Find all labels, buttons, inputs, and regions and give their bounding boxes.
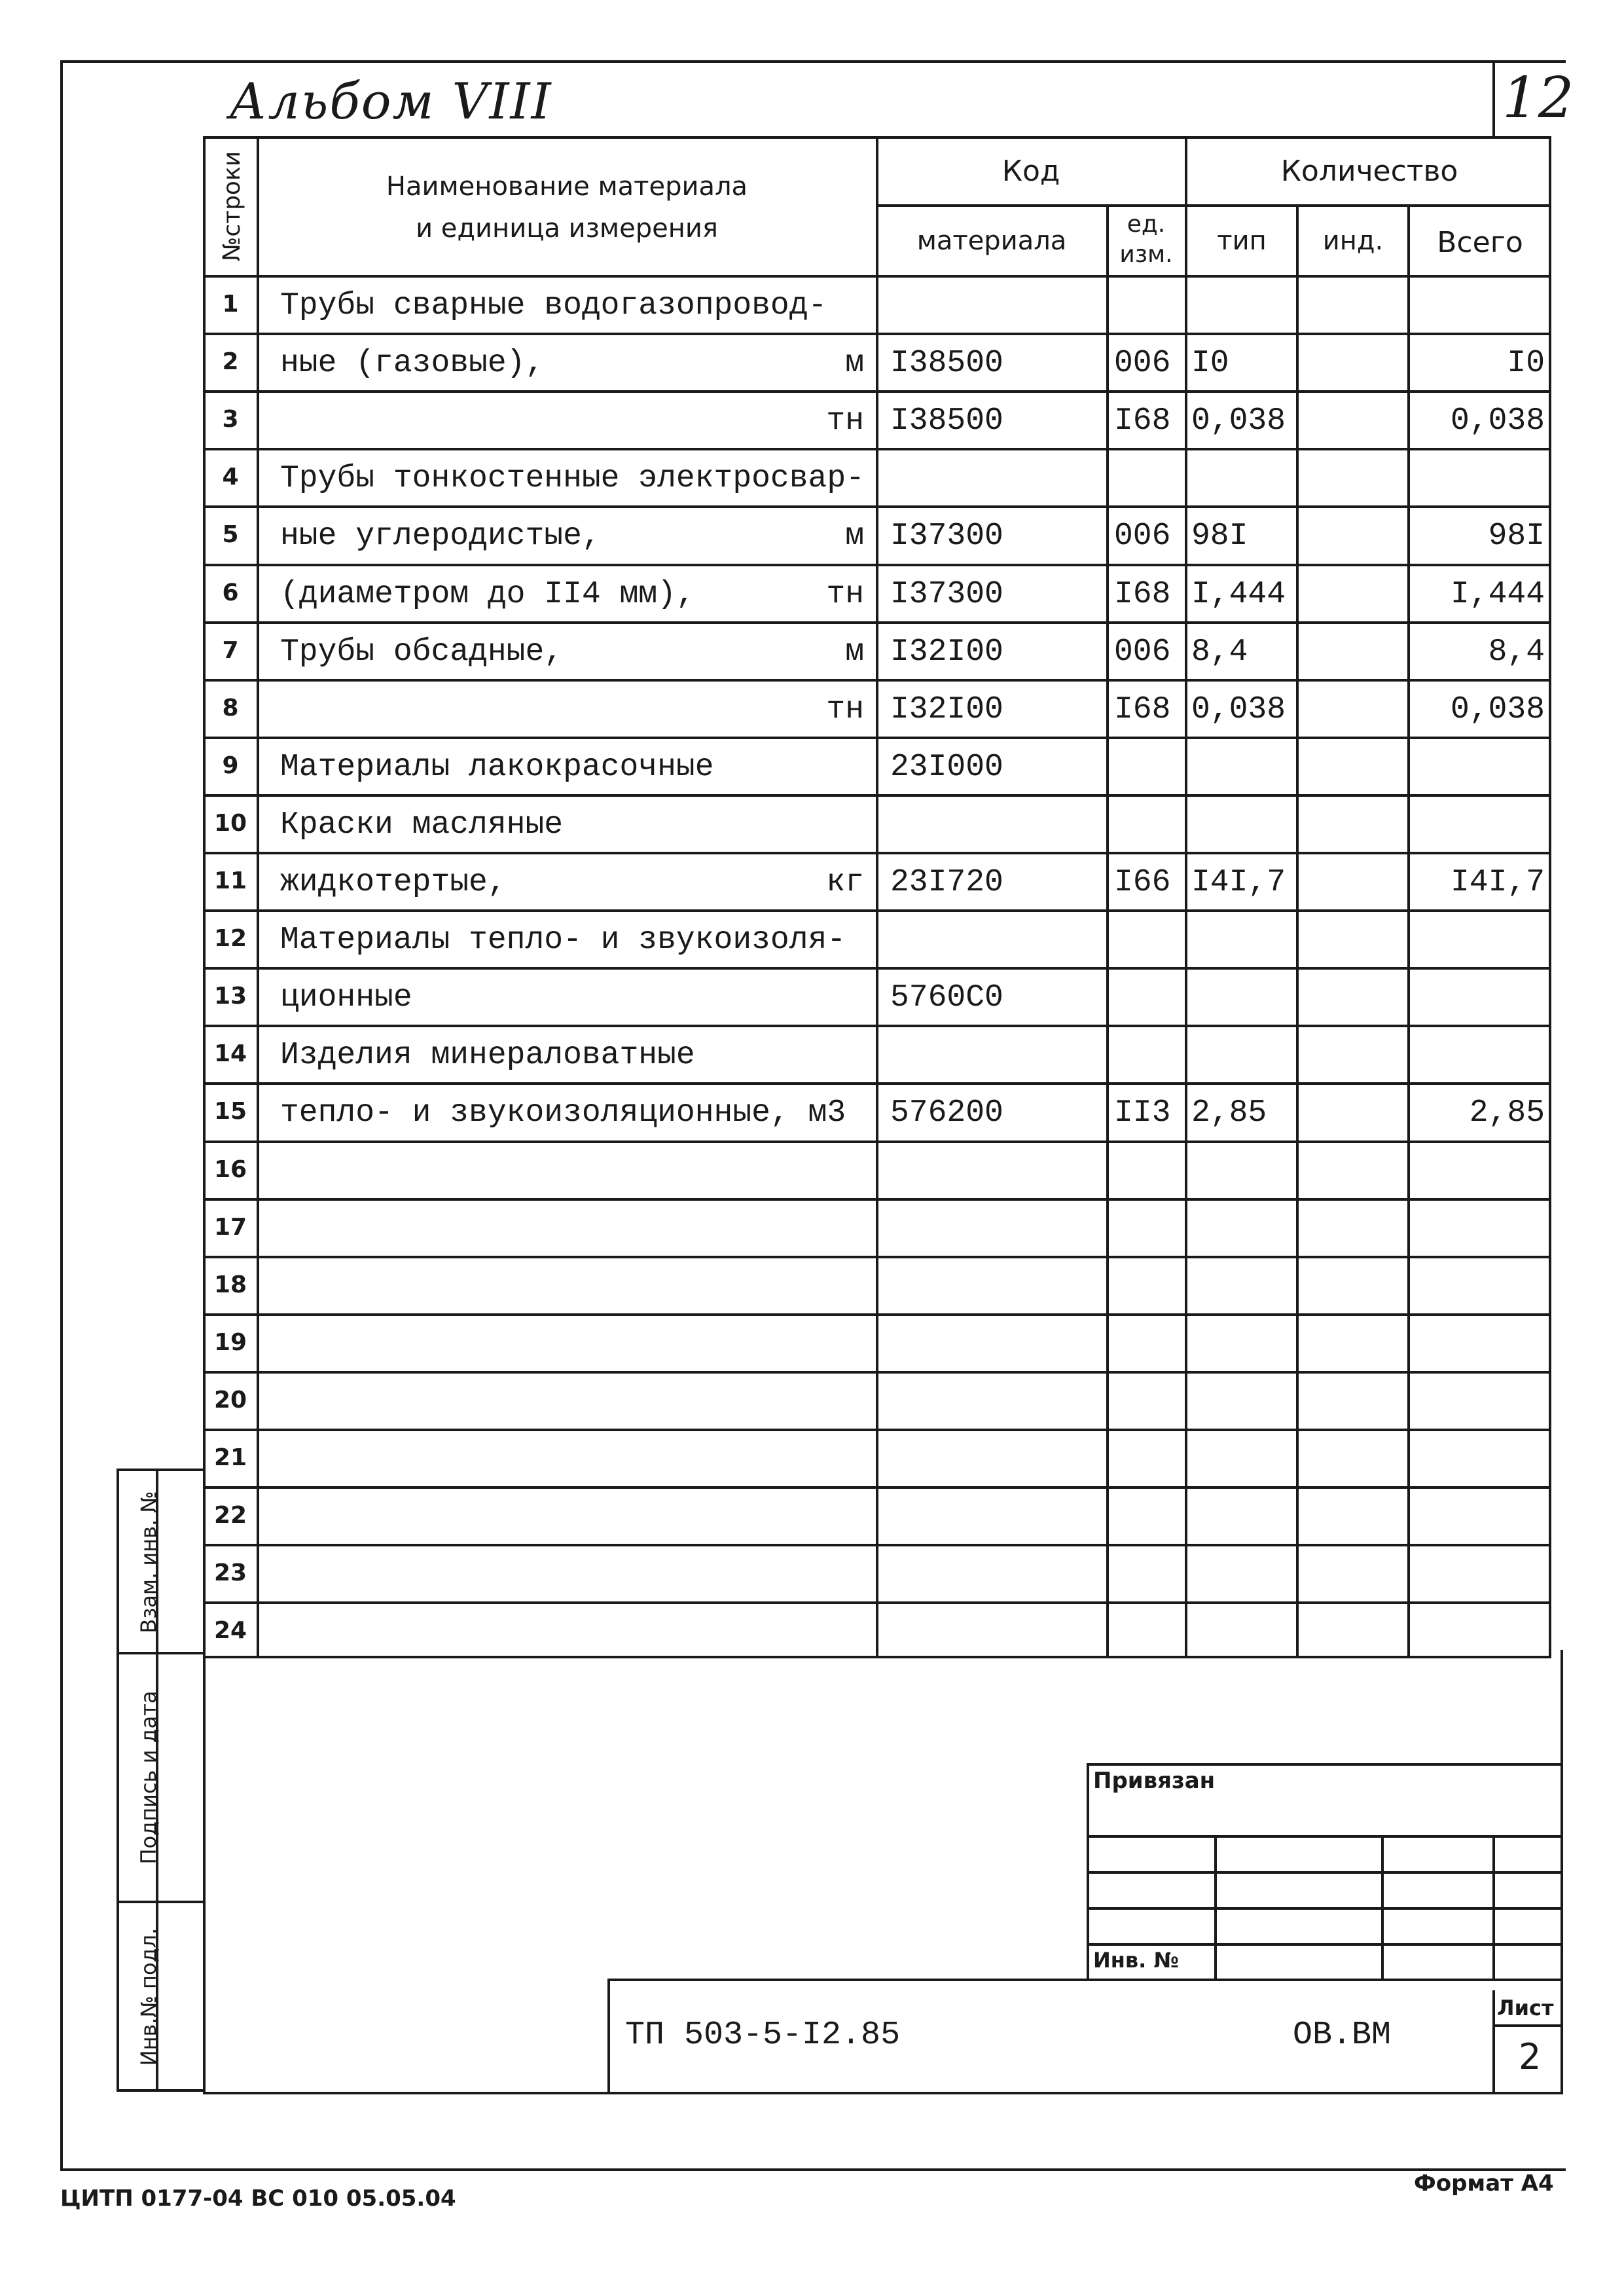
tb-line-4 bbox=[1087, 1943, 1563, 1946]
tb-col-3 bbox=[1492, 1835, 1495, 1979]
row-tip: 2,85 bbox=[1191, 1095, 1267, 1131]
row-kod: I37300 bbox=[890, 519, 1003, 555]
header-material: материала bbox=[916, 226, 1067, 256]
row-vsego: 0,038 bbox=[1450, 691, 1545, 727]
privyazan-label: Привязан bbox=[1093, 1768, 1216, 1794]
row-number: 9 bbox=[222, 752, 239, 779]
row-divider bbox=[203, 1313, 1551, 1316]
row-divider bbox=[203, 1140, 1551, 1143]
row-divider bbox=[203, 505, 1551, 508]
header-ed: ед. bbox=[1127, 211, 1166, 238]
row-number: 8 bbox=[222, 694, 239, 721]
row-divider bbox=[203, 1429, 1551, 1431]
header-name-2: и единица измерения bbox=[416, 213, 718, 244]
row-divider bbox=[203, 564, 1551, 566]
row-ed: II3 bbox=[1114, 1095, 1171, 1131]
row-unit: м bbox=[845, 519, 864, 555]
page-left-border bbox=[60, 60, 63, 2168]
row-number: 21 bbox=[213, 1444, 247, 1471]
header-vsego: Всего bbox=[1437, 226, 1523, 259]
row-number: 7 bbox=[222, 636, 239, 664]
row-ed: 006 bbox=[1114, 519, 1171, 555]
tb-col-1 bbox=[1214, 1835, 1217, 1979]
row-number: 15 bbox=[213, 1098, 247, 1125]
col-line-kod bbox=[1106, 204, 1109, 1658]
bottom-area-left bbox=[203, 1658, 206, 2094]
row-divider bbox=[203, 621, 1551, 624]
row-divider bbox=[203, 390, 1551, 393]
row-divider bbox=[203, 679, 1551, 682]
header-sub-line bbox=[876, 204, 1551, 207]
col-line-ind bbox=[1407, 204, 1410, 1658]
row-unit: м bbox=[845, 346, 864, 382]
row-kod: I32I00 bbox=[890, 634, 1003, 670]
row-divider bbox=[203, 1198, 1551, 1201]
album-label: Альбом VIII bbox=[229, 72, 552, 130]
row-number: 3 bbox=[222, 406, 239, 433]
row-tip: 0,038 bbox=[1191, 691, 1286, 727]
doc-code: ТП 503-5-I2.85 bbox=[625, 2016, 901, 2054]
list-line bbox=[1492, 2024, 1563, 2027]
footer-right: Формат А4 bbox=[1414, 2170, 1554, 2197]
row-name: жидкотертые, bbox=[280, 865, 507, 900]
row-name: тепло- и звукоизоляционные, м3 bbox=[280, 1095, 846, 1131]
row-number: 18 bbox=[213, 1271, 247, 1298]
row-kod: I38500 bbox=[890, 346, 1003, 382]
row-divider bbox=[203, 1601, 1551, 1604]
row-number: 22 bbox=[213, 1502, 247, 1529]
row-name: ные (газовые), bbox=[280, 346, 545, 382]
header-kod: Код bbox=[1001, 155, 1060, 188]
tb-line-2 bbox=[1087, 1871, 1563, 1874]
row-divider bbox=[203, 909, 1551, 912]
row-divider bbox=[203, 1486, 1551, 1489]
row-divider bbox=[203, 1025, 1551, 1027]
row-number: 16 bbox=[213, 1156, 247, 1183]
tb-col-2 bbox=[1381, 1835, 1384, 1979]
row-ed: 006 bbox=[1114, 346, 1171, 382]
footer-left: ЦИТП 0177-04 ВС 010 05.05.04 bbox=[60, 2185, 456, 2212]
doc-mark: ОВ.ВМ bbox=[1293, 2016, 1392, 2054]
row-ed: I66 bbox=[1114, 865, 1171, 900]
row-vsego: I4I,7 bbox=[1450, 865, 1545, 900]
row-number: 14 bbox=[213, 1040, 247, 1068]
row-ed: 006 bbox=[1114, 634, 1171, 670]
list-divider bbox=[1492, 1990, 1495, 2094]
row-unit: тн bbox=[826, 403, 864, 439]
row-divider bbox=[203, 333, 1551, 335]
row-tip: 8,4 bbox=[1191, 634, 1248, 670]
row-ed: I68 bbox=[1114, 403, 1171, 439]
row-name: Трубы обсадные, bbox=[280, 634, 564, 670]
row-number: 6 bbox=[222, 579, 239, 606]
stamp-inv-podl: Инв.№ подл. bbox=[136, 1927, 161, 2066]
row-name: Материалы тепло- и звукоизоля- bbox=[280, 922, 846, 958]
row-kod: I38500 bbox=[890, 403, 1003, 439]
row-number: 4 bbox=[222, 464, 239, 491]
header-name: Наименование материала bbox=[386, 172, 748, 202]
row-tip: 0,038 bbox=[1191, 403, 1286, 439]
row-divider bbox=[203, 1256, 1551, 1258]
sheet-number-divider bbox=[1492, 60, 1495, 139]
header-stroki: №строки bbox=[219, 151, 245, 262]
sheet-number: 12 bbox=[1502, 65, 1574, 131]
row-number: 5 bbox=[222, 521, 239, 549]
row-vsego: 2,85 bbox=[1469, 1095, 1545, 1131]
list-number: 2 bbox=[1519, 2036, 1542, 2077]
row-kod: I37300 bbox=[890, 576, 1003, 612]
row-name: Трубы тонкостенные электросвар- bbox=[280, 461, 865, 497]
row-divider bbox=[203, 737, 1551, 739]
row-divider bbox=[203, 448, 1551, 450]
col-line-tip bbox=[1296, 204, 1299, 1658]
stamp-podpis-data: Подпись и дата bbox=[136, 1690, 161, 1865]
row-number: 23 bbox=[213, 1560, 247, 1587]
row-kod: 23I720 bbox=[890, 865, 1003, 900]
tb-line-3 bbox=[1087, 1907, 1563, 1910]
row-divider bbox=[203, 794, 1551, 797]
row-divider bbox=[203, 1544, 1551, 1546]
row-ed: I68 bbox=[1114, 576, 1171, 612]
header-tip: тип bbox=[1217, 226, 1267, 256]
list-label: Лист bbox=[1497, 1996, 1554, 2020]
row-divider bbox=[203, 852, 1551, 854]
row-divider bbox=[203, 1371, 1551, 1374]
inv-no-label: Инв. № bbox=[1093, 1948, 1179, 1973]
row-number: 11 bbox=[213, 867, 247, 894]
row-name: Материалы лакокрасочные bbox=[280, 749, 714, 785]
row-number: 19 bbox=[213, 1328, 247, 1356]
row-unit: тн bbox=[826, 691, 864, 727]
header-kolichestvo: Количество bbox=[1280, 155, 1458, 188]
row-name: ционные bbox=[280, 980, 412, 1016]
tb-line-1 bbox=[1087, 1835, 1563, 1838]
row-vsego: I,444 bbox=[1450, 576, 1545, 612]
stamp-vzam-inv: Взам. инв. № bbox=[136, 1491, 161, 1633]
row-kod: I32I00 bbox=[890, 691, 1003, 727]
row-number: 1 bbox=[222, 291, 239, 318]
row-number: 24 bbox=[213, 1617, 247, 1645]
row-kod: 576200 bbox=[890, 1095, 1003, 1131]
row-unit: тн bbox=[826, 576, 864, 612]
row-vsego: 0,038 bbox=[1450, 403, 1545, 439]
row-kod: 23I000 bbox=[890, 749, 1003, 785]
row-number: 12 bbox=[213, 925, 247, 953]
row-number: 10 bbox=[213, 809, 247, 837]
row-name: ные углеродистые, bbox=[280, 519, 601, 555]
row-vsego: 98I bbox=[1488, 519, 1545, 555]
row-number: 2 bbox=[222, 348, 239, 376]
header-ind: инд. bbox=[1322, 226, 1384, 256]
row-tip: I0 bbox=[1191, 346, 1229, 382]
row-divider bbox=[203, 967, 1551, 970]
header-izm: изм. bbox=[1119, 241, 1173, 268]
row-name: Краски масляные bbox=[280, 807, 564, 843]
row-number: 17 bbox=[213, 1213, 247, 1241]
row-unit: м bbox=[845, 634, 864, 670]
page-top-border bbox=[60, 60, 1566, 63]
row-number: 20 bbox=[213, 1386, 247, 1414]
row-ed: I68 bbox=[1114, 691, 1171, 727]
row-number: 13 bbox=[213, 983, 247, 1010]
row-divider bbox=[203, 1082, 1551, 1085]
row-vsego: I0 bbox=[1507, 346, 1545, 382]
row-name: Трубы сварные водогазопровод- bbox=[280, 288, 827, 323]
row-kod: 5760C0 bbox=[890, 980, 1003, 1016]
row-tip: 98I bbox=[1191, 519, 1248, 555]
footer-line bbox=[60, 2168, 1566, 2171]
row-unit: кг bbox=[826, 865, 864, 900]
row-tip: I4I,7 bbox=[1191, 865, 1286, 900]
row-tip: I,444 bbox=[1191, 576, 1286, 612]
row-vsego: 8,4 bbox=[1488, 634, 1545, 670]
row-name: (диаметром до II4 мм), bbox=[280, 576, 695, 612]
row-name: Изделия минераловатные bbox=[280, 1038, 695, 1074]
